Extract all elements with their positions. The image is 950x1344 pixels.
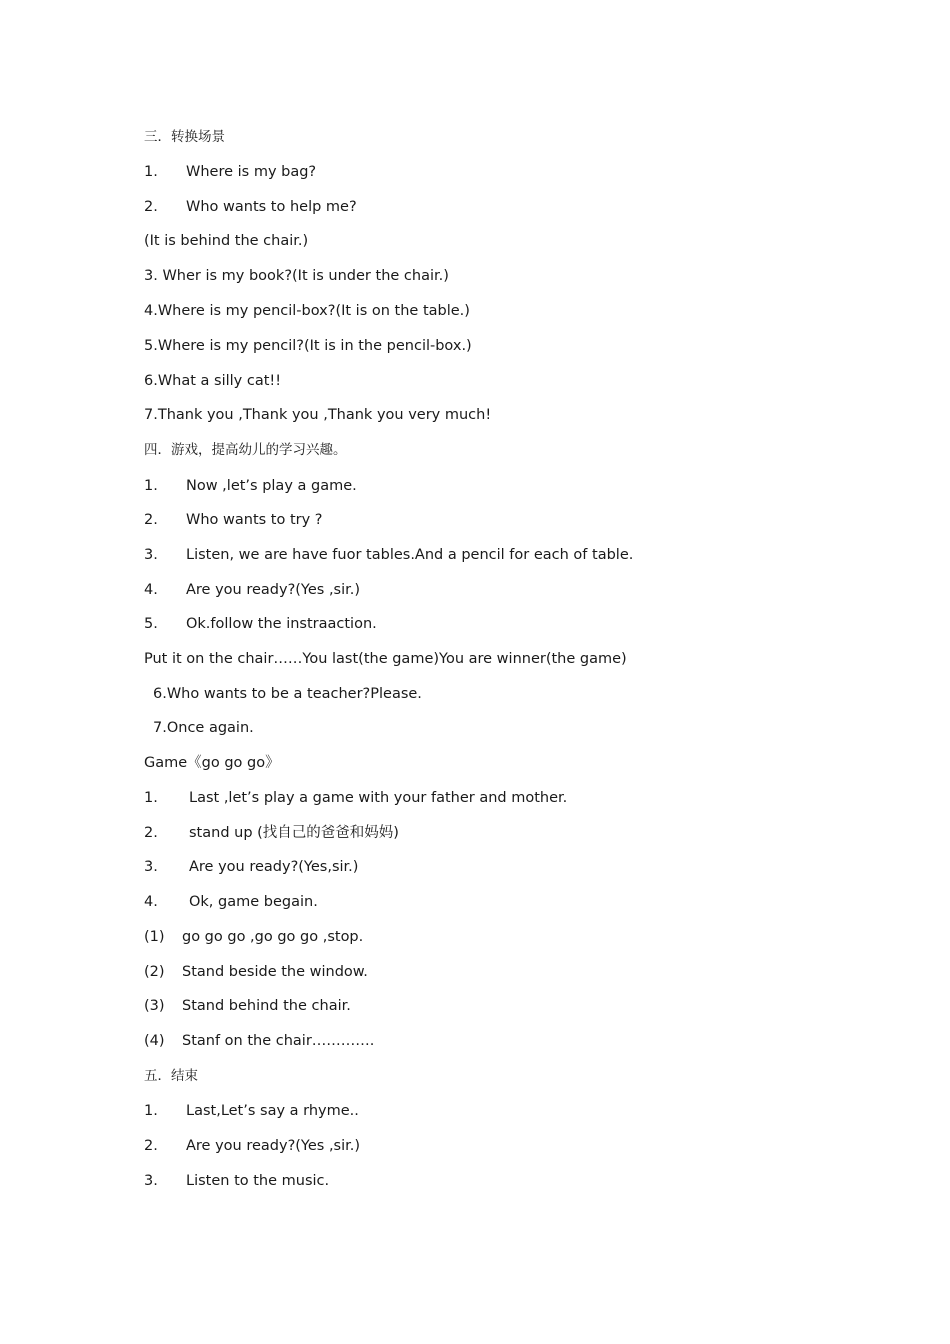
list-item (144, 857, 358, 877)
text-line: (It is behind the chair.) (144, 233, 309, 249)
list-number: 3. (144, 1173, 158, 1189)
list-text: Stand behind the chair. (182, 998, 351, 1014)
list-item (144, 162, 316, 182)
text-line: 7.Once again. (153, 720, 254, 736)
section-heading-game: 四．游戏，提高幼儿的学习兴趣。 (144, 442, 347, 458)
list-number: (3) (144, 998, 165, 1014)
list-text: Last,Let’s say a rhyme.. (186, 1103, 359, 1119)
list-text: go go go ,go go go ,stop. (182, 929, 364, 945)
text-line: 7.Thank you ,Thank you ,Thank you very much! (144, 407, 492, 423)
list-number: (2) (144, 964, 165, 980)
list-number: 1. (144, 164, 158, 180)
list-item (144, 614, 377, 634)
list-item (144, 823, 399, 843)
list-text: Listen, we are have fuor tables.And a pencil for each of table. (186, 547, 634, 563)
list-text: Ok, game begain. (189, 894, 318, 910)
section-heading-ending: 五．结束 (144, 1068, 198, 1084)
list-number: 2. (144, 199, 158, 215)
list-number: 5. (144, 616, 158, 632)
text-line: 6.Who wants to be a teacher?Please. (153, 686, 422, 702)
list-number: 1. (144, 790, 158, 806)
list-text: Are you ready?(Yes,sir.) (189, 859, 359, 875)
list-number: 4. (144, 582, 158, 598)
list-item (144, 545, 633, 565)
list-text: Last ,let’s play a game with your father and mother. (189, 790, 568, 806)
list-text: Stanf on the chair…………. (182, 1033, 375, 1049)
list-item (144, 927, 363, 947)
list-item (144, 962, 368, 982)
list-item (144, 1171, 329, 1191)
list-number: 1. (144, 478, 158, 494)
list-text: stand up (找自己的爸爸和妈妈) (189, 825, 399, 841)
list-item (144, 892, 318, 912)
list-text: Listen to the music. (186, 1173, 330, 1189)
list-number: 2. (144, 512, 158, 528)
list-text: Ok.follow the instraaction. (186, 616, 377, 632)
list-number: 3. (144, 859, 158, 875)
text-line: 3. Wher is my book?(It is under the chair.) (144, 268, 449, 284)
list-item (144, 1101, 359, 1121)
text-line: 5.Where is my pencil?(It is in the pencil-box.) (144, 338, 472, 354)
list-text: Are you ready?(Yes ,sir.) (186, 1138, 361, 1154)
list-number: 4. (144, 894, 158, 910)
text-line: 6.What a silly cat!! (144, 373, 282, 389)
list-text: Who wants to try ? (186, 512, 323, 528)
list-item (144, 580, 360, 600)
list-item (144, 510, 323, 530)
list-item (144, 996, 351, 1016)
list-number: 2. (144, 825, 158, 841)
game-title: Game《go go go》 (144, 755, 280, 771)
list-text: Are you ready?(Yes ,sir.) (186, 582, 361, 598)
list-item (144, 197, 357, 217)
section-heading-transition: 三．转换场景 (144, 129, 225, 145)
list-number: (1) (144, 929, 165, 945)
list-number: 2. (144, 1138, 158, 1154)
list-number: 3. (144, 547, 158, 563)
list-item (144, 1031, 374, 1051)
list-number: 1. (144, 1103, 158, 1119)
list-item (144, 1136, 360, 1156)
list-item (144, 476, 357, 496)
list-text: Stand beside the window. (182, 964, 368, 980)
list-text: Who wants to help me? (186, 199, 357, 215)
list-text: Now ,let’s play a game. (186, 478, 357, 494)
list-number: (4) (144, 1033, 165, 1049)
text-line: Put it on the chair……You last(the game)You are winner(the game) (144, 651, 627, 667)
text-line: 4.Where is my pencil-box?(It is on the table.) (144, 303, 470, 319)
list-item (144, 788, 567, 808)
list-text: Where is my bag? (186, 164, 317, 180)
